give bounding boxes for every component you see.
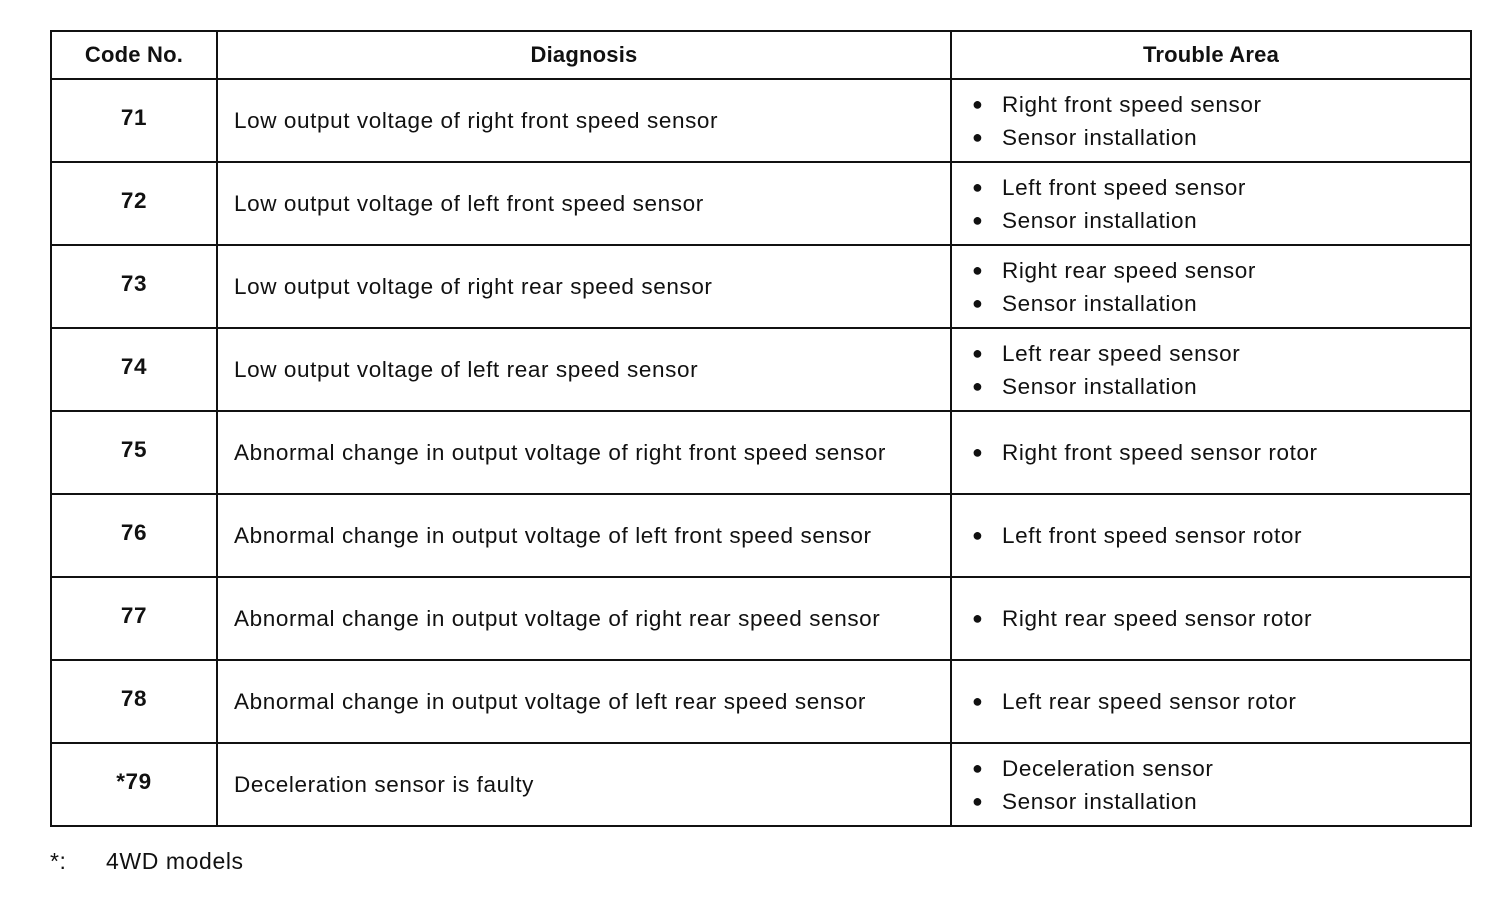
bullet-icon: ● xyxy=(972,442,984,462)
code-number: 71 xyxy=(51,79,217,162)
bullet-icon: ● xyxy=(972,93,984,114)
bullet-icon: ● xyxy=(972,608,984,628)
list-item xyxy=(970,685,1460,718)
trouble-area-list xyxy=(970,602,1460,635)
diagnostic-code-table xyxy=(50,30,1472,827)
trouble-area-item: Sensor installation xyxy=(1002,788,1198,814)
trouble-area-item: Right rear speed sensor rotor xyxy=(1002,606,1313,631)
trouble-area-item: Deceleration sensor xyxy=(1002,755,1214,781)
bullet-icon: ● xyxy=(972,790,984,811)
list-item xyxy=(970,171,1460,204)
list-item xyxy=(970,204,1460,237)
table-row xyxy=(51,411,1471,494)
trouble-area-item: Left front speed sensor rotor xyxy=(1002,523,1303,548)
trouble-area-cell xyxy=(951,162,1471,245)
trouble-area-item: Left front speed sensor xyxy=(1002,174,1246,200)
table-row xyxy=(51,79,1471,162)
trouble-area-item: Left rear speed sensor rotor xyxy=(1002,689,1297,714)
list-item xyxy=(970,287,1460,320)
header-code-no: Code No. xyxy=(51,31,217,79)
code-number: 77 xyxy=(51,577,217,660)
footnote-text: 4WD models xyxy=(106,848,244,874)
list-item xyxy=(970,602,1460,635)
trouble-area-list xyxy=(970,254,1460,320)
list-item xyxy=(970,254,1460,287)
code-number: 76 xyxy=(51,494,217,577)
trouble-area-item: Sensor installation xyxy=(1002,124,1198,150)
diagnosis-text: Low output voltage of right front speed sensor xyxy=(217,79,951,162)
diagnosis-text: Low output voltage of left rear speed sensor xyxy=(217,328,951,411)
list-item xyxy=(970,370,1460,403)
bullet-icon: ● xyxy=(972,525,984,545)
diagnosis-text: Abnormal change in output voltage of right rear speed sensor xyxy=(217,577,951,660)
list-item xyxy=(970,436,1460,469)
table-row xyxy=(51,660,1471,743)
list-item xyxy=(970,785,1460,818)
list-item xyxy=(970,121,1460,154)
document-page xyxy=(50,30,1470,827)
trouble-area-list xyxy=(970,685,1460,718)
table-row xyxy=(51,162,1471,245)
trouble-area-item: Sensor installation xyxy=(1002,207,1198,233)
trouble-area-list xyxy=(970,337,1460,403)
header-diagnosis: Diagnosis xyxy=(217,31,951,79)
code-number: 78 xyxy=(51,660,217,743)
trouble-area-list xyxy=(970,519,1460,552)
list-item xyxy=(970,88,1460,121)
trouble-area-cell xyxy=(951,743,1471,826)
bullet-icon: ● xyxy=(972,259,984,280)
diagnosis-text: Low output voltage of right rear speed sensor xyxy=(217,245,951,328)
bullet-icon: ● xyxy=(972,691,984,711)
table-row xyxy=(51,245,1471,328)
trouble-area-cell xyxy=(951,245,1471,328)
bullet-icon: ● xyxy=(972,126,984,147)
trouble-area-item: Right front speed sensor rotor xyxy=(1002,440,1318,465)
diagnosis-text: Abnormal change in output voltage of right front speed sensor xyxy=(217,411,951,494)
code-number: 75 xyxy=(51,411,217,494)
bullet-icon: ● xyxy=(972,176,984,197)
trouble-area-cell xyxy=(951,328,1471,411)
table-body xyxy=(51,79,1471,826)
trouble-area-cell xyxy=(951,79,1471,162)
trouble-area-cell xyxy=(951,411,1471,494)
trouble-area-list xyxy=(970,88,1460,154)
header-trouble-area: Trouble Area xyxy=(951,31,1471,79)
table-row xyxy=(51,328,1471,411)
trouble-area-list xyxy=(970,436,1460,469)
code-number: 72 xyxy=(51,162,217,245)
table-row xyxy=(51,577,1471,660)
trouble-area-cell xyxy=(951,577,1471,660)
list-item xyxy=(970,752,1460,785)
list-item xyxy=(970,337,1460,370)
diagnosis-text: Deceleration sensor is faulty xyxy=(217,743,951,826)
footnote xyxy=(50,848,244,875)
list-item xyxy=(970,519,1460,552)
table-header-row xyxy=(51,31,1471,79)
trouble-area-item: Sensor installation xyxy=(1002,373,1198,399)
trouble-area-item: Left rear speed sensor xyxy=(1002,340,1241,366)
trouble-area-item: Right rear speed sensor xyxy=(1002,257,1256,283)
bullet-icon: ● xyxy=(972,209,984,230)
trouble-area-list xyxy=(970,752,1460,818)
bullet-icon: ● xyxy=(972,342,984,363)
bullet-icon: ● xyxy=(972,757,984,778)
trouble-area-item: Sensor installation xyxy=(1002,290,1198,316)
trouble-area-cell xyxy=(951,660,1471,743)
diagnosis-text: Abnormal change in output voltage of left rear speed sensor xyxy=(217,660,951,743)
code-number: 73 xyxy=(51,245,217,328)
trouble-area-list xyxy=(970,171,1460,237)
diagnosis-text: Abnormal change in output voltage of left front speed sensor xyxy=(217,494,951,577)
table-row xyxy=(51,494,1471,577)
bullet-icon: ● xyxy=(972,292,984,313)
table-row xyxy=(51,743,1471,826)
code-number: 74 xyxy=(51,328,217,411)
bullet-icon: ● xyxy=(972,375,984,396)
code-number: *79 xyxy=(51,743,217,826)
diagnosis-text: Low output voltage of left front speed sensor xyxy=(217,162,951,245)
trouble-area-cell xyxy=(951,494,1471,577)
trouble-area-item: Right front speed sensor xyxy=(1002,91,1262,117)
footnote-mark: *: xyxy=(50,848,67,874)
